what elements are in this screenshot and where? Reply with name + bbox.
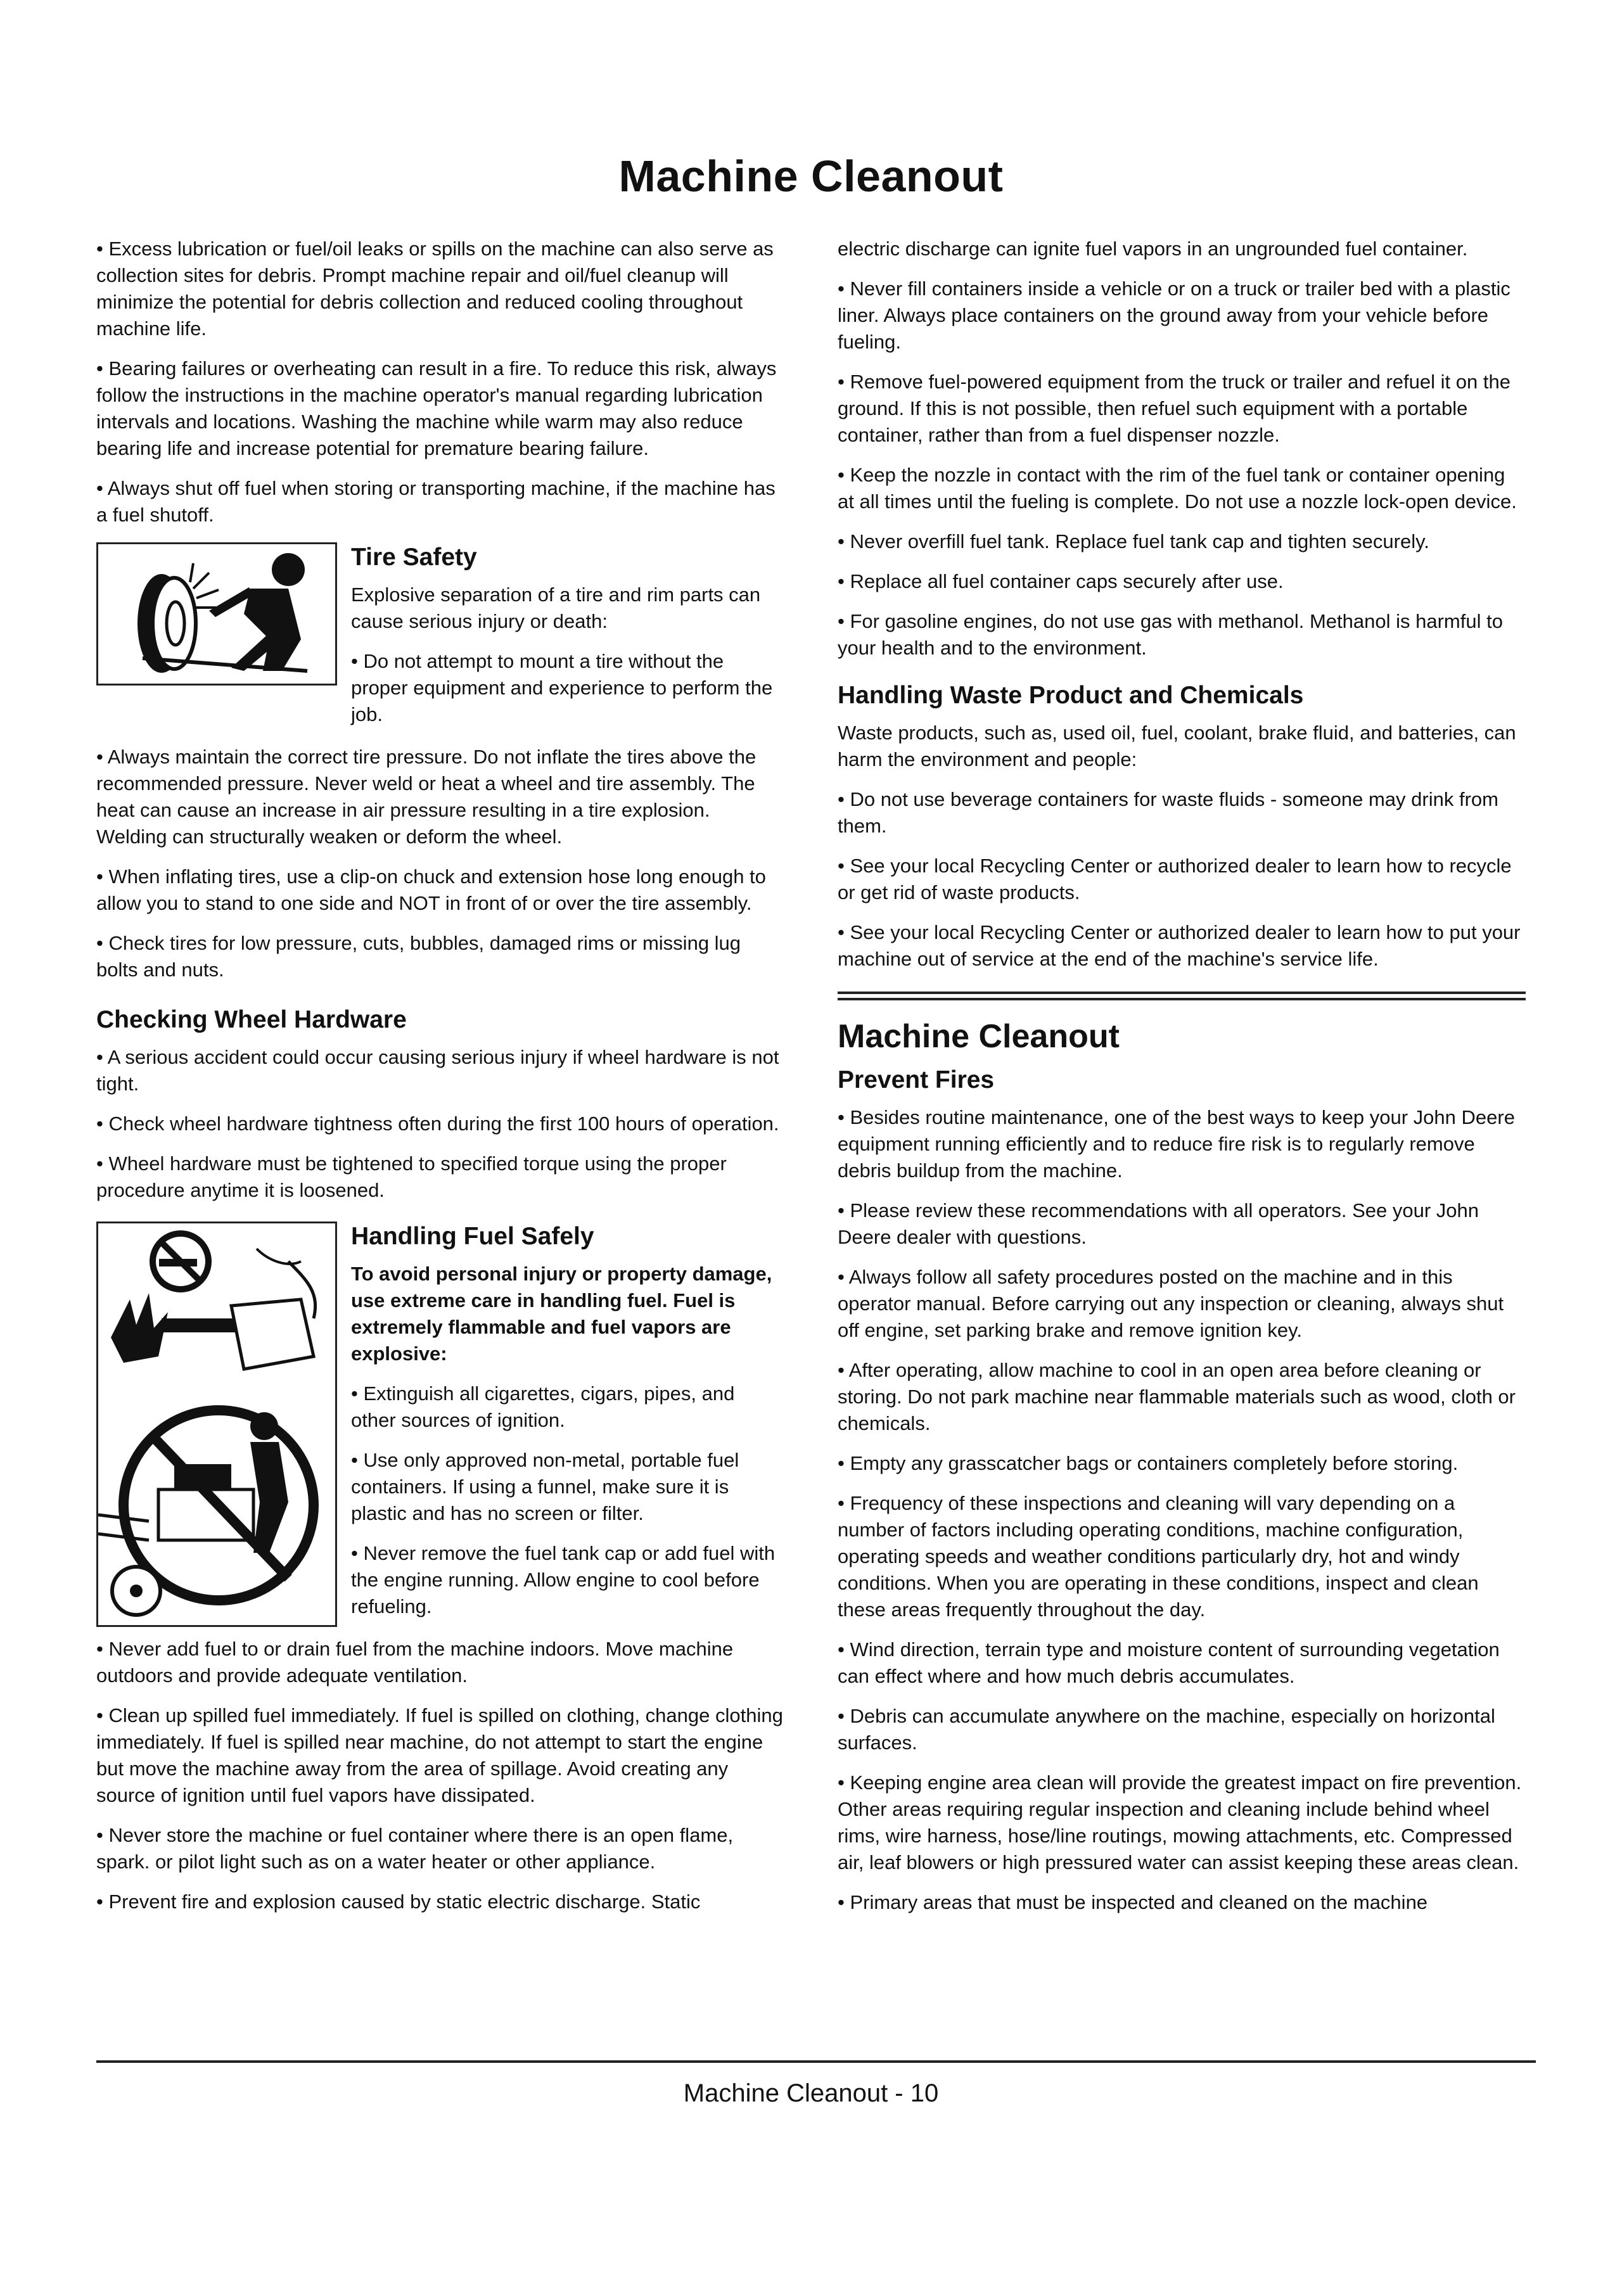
paragraph: • Do not use beverage containers for waste fluids - someone may drink from them. (838, 788, 1498, 837)
fuel-safety-heading: Handling Fuel Safely (351, 1223, 594, 1250)
no-smoking-fueling-icon (96, 1221, 337, 1627)
paragraph: Waste products, such as, used oil, fuel, coolant, brake fluid, and batteries, can harm the environment and people: (838, 722, 1516, 770)
paragraph: • Empty any grasscatcher bags or containers completely before storing. (838, 1452, 1459, 1474)
fuel-warning: To avoid personal injury or property damage, use extreme care in handling fuel. Fuel is extremely flammable and fuel vapors are explosive: (351, 1263, 772, 1365)
paragraph: • When inflating tires, use a clip-on chuck and extension hose long enough to allow you to stand to one side and NOT in front of or over the tire assembly. (96, 865, 766, 914)
paragraph: • Always shut off fuel when storing or transporting machine, if the machine has a fuel shutoff. (96, 477, 776, 526)
paragraph: • Clean up spilled fuel immediately. If fuel is spilled on clothing, change clothing immediately. If fuel is spilled near machine, do not attempt to start the engine but move the machine away from the area of spillage. Avoid creating any source of ignition until fuel vapors have dissipated. (96, 1704, 783, 1806)
footer-divider (96, 2060, 1536, 2063)
fuel-safety-text (351, 1221, 784, 1633)
paragraph: • Please review these recommendations with all operators. See your John Deere dealer with questions. (838, 1199, 1479, 1248)
waste-heading: Handling Waste Product and Chemicals (838, 682, 1304, 709)
paragraph: • Extinguish all cigarettes, cigars, pipes, and other sources of ignition. (351, 1382, 735, 1431)
paragraph: • Frequency of these inspections and cleaning will vary depending on a number of factors including operating conditions, machine configuration, operating speeds and weather conditions particularly dry, hot and windy conditions. When you are operating in these conditions, inspect and clean these areas frequently throughout the day. (838, 1492, 1479, 1621)
paragraph: • Remove fuel-powered equipment from the truck or trailer and refuel it on the ground. If this is not possible, then refuel such equipment with a portable container, rather than from a fuel dispenser nozzle. (838, 371, 1510, 446)
section-divider (838, 992, 1526, 1000)
page-title: Machine Cleanout (618, 151, 1004, 201)
prevent-fires-heading: Prevent Fires (838, 1066, 995, 1094)
paragraph: electric discharge can ignite fuel vapors in an ungrounded fuel container. (838, 238, 1468, 260)
page-footer: Machine Cleanout - 10 (683, 2079, 939, 2107)
paragraph: • Keeping engine area clean will provide the greatest impact on fire prevention. Other areas requiring regular inspection and cleaning include behind wheel rims, wire harness, hose/line routings, mowing attachments, etc. Compressed air, leaf blowers or high pressured water can assist keeping these areas clean. (838, 1771, 1522, 1873)
paragraph: • Wheel hardware must be tightened to specified torque using the proper procedure anytime it is loosened. (96, 1152, 727, 1201)
paragraph: • Never overfill fuel tank. Replace fuel tank cap and tighten securely. (838, 530, 1429, 552)
paragraph: • Prevent fire and explosion caused by static electric discharge. Static (96, 1891, 701, 1913)
paragraph: • Use only approved non-metal, portable fuel containers. If using a funnel, make sure it is plastic and has no screen or filter. (351, 1449, 739, 1524)
paragraph: • Do not attempt to mount a tire without the proper equipment and experience to perform the job. (351, 650, 773, 725)
paragraph: • Debris can accumulate anywhere on the machine, especially on horizontal surfaces. (838, 1705, 1495, 1754)
paragraph: • Replace all fuel container caps securely after use. (838, 570, 1284, 592)
fuel-safety-block (96, 1221, 784, 1633)
paragraph: • After operating, allow machine to cool in an open area before cleaning or storing. Do not park machine near flammable materials such as wood, cloth or chemicals. (838, 1359, 1516, 1434)
tire-safety-heading: Tire Safety (351, 544, 477, 571)
right-column (838, 236, 1526, 1929)
paragraph: • A serious accident could occur causing serious injury if wheel hardware is not tight. (96, 1046, 779, 1095)
wheel-hardware-heading: Checking Wheel Hardware (96, 1006, 407, 1033)
paragraph: Explosive separation of a tire and rim parts can cause serious injury or death: (351, 584, 761, 632)
paragraph: • Primary areas that must be inspected and cleaned on the machine (838, 1891, 1428, 1913)
paragraph: • Bearing failures or overheating can result in a fire. To reduce this risk, always follow the instructions in the machine operator's manual regarding lubrication intervals and locations. Washing the machine while warm may also reduce bearing life and increase potential for premature bearing failure. (96, 357, 777, 459)
paragraph: • Check wheel hardware tightness often during the first 100 hours of operation. (96, 1113, 779, 1135)
tire-safety-block (96, 542, 784, 741)
left-column (96, 236, 784, 1929)
paragraph: • Never remove the fuel tank cap or add fuel with the engine running. Allow engine to cool before refueling. (351, 1542, 776, 1617)
paragraph: • See your local Recycling Center or authorized dealer to learn how to recycle or get rid of waste products. (838, 855, 1512, 903)
tire-safety-text (351, 542, 784, 741)
paragraph: • See your local Recycling Center or authorized dealer to learn how to put your machine out of service at the end of the machine's service life. (838, 921, 1521, 970)
paragraph: • Besides routine maintenance, one of the best ways to keep your John Deere equipment running efficiently and to reduce fire risk is to regularly remove debris buildup from the machine. (838, 1106, 1515, 1182)
paragraph: • Wind direction, terrain type and moisture content of surrounding vegetation can effect where and how much debris accumulates. (838, 1638, 1500, 1687)
tire-explosion-icon (96, 542, 337, 686)
paragraph: • Keep the nozzle in contact with the rim of the fuel tank or container opening at all times until the fueling is complete. Do not use a nozzle lock-open device. (838, 464, 1517, 513)
paragraph: • Never fill containers inside a vehicle or on a truck or trailer bed with a plastic liner. Always place containers on the ground away from your vehicle before fueling. (838, 277, 1510, 353)
paragraph: • Never store the machine or fuel container where there is an open flame, spark. or pilot light such as on a water heater or other appliance. (96, 1824, 734, 1873)
paragraph: • Check tires for low pressure, cuts, bubbles, damaged rims or missing lug bolts and nuts. (96, 932, 741, 981)
paragraph: • Always maintain the correct tire pressure. Do not inflate the tires above the recommended pressure. Never weld or heat a wheel and tire assembly. The heat can cause an increase in air pressure resulting in a tire explosion. Welding can structurally weaken or deform the wheel. (96, 746, 757, 848)
cleanout-heading: Machine Cleanout (838, 1018, 1120, 1055)
paragraph: • Always follow all safety procedures posted on the machine and in this operator manual. Before carrying out any inspection or cleaning, always shut off engine, set parking brake and remove ignition key. (838, 1266, 1504, 1341)
paragraph: • Excess lubrication or fuel/oil leaks or spills on the machine can also serve as collection sites for debris. Prompt machine repair and oil/fuel cleanup will minimize the potential for debris collection and reduced cooling throughout machine life. (96, 238, 774, 340)
paragraph: • For gasoline engines, do not use gas with methanol. Methanol is harmful to your health and to the environment. (838, 610, 1503, 659)
paragraph: • Never add fuel to or drain fuel from the machine indoors. Move machine outdoors and provide adequate ventilation. (96, 1638, 734, 1687)
